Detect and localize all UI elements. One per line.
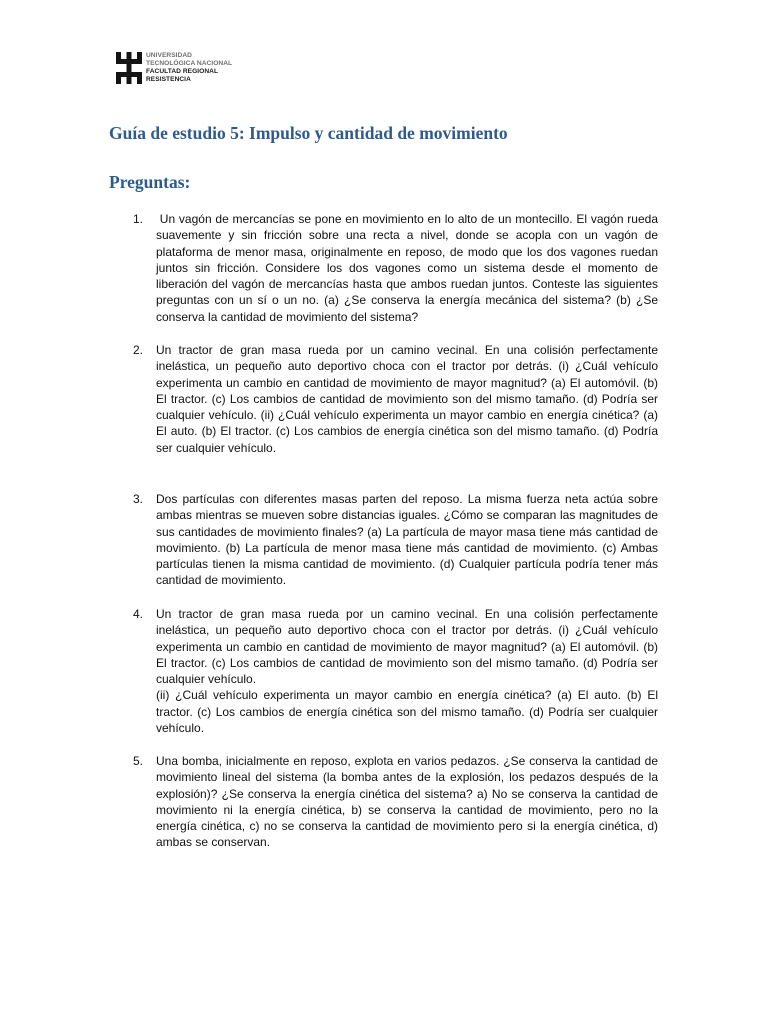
question-paragraph: Dos partículas con diferentes masas parten del reposo. La misma fuerza neta actúa sobre ambas mientras se mueven sobre distancias iguales. ¿Cómo se comparan las magnitudes de sus cantidades de movimiento finales? (a) La partícula de mayor masa tiene más cantidad de movimiento. (b) La partícula de menor masa tiene más cantidad de movimiento. (c) Ambas partículas tienen la misma cantidad de movimiento. (d) Cualquier partícula podría tener más cantidad de movimiento. — [156, 492, 658, 588]
question-paragraph: (ii) ¿Cuál vehículo experimenta un mayor cambio en energía cinética? (a) El auto. (b) El tractor. (c) Los cambios de energía cinética son del mismo tamaño. (d) Podría ser cualquier vehículo. — [156, 688, 658, 736]
utn-logo-icon — [116, 52, 142, 84]
question-text — [156, 342, 658, 456]
question-number: 3. — [133, 492, 144, 506]
section-heading: Preguntas: — [109, 172, 191, 192]
question-paragraph: Un tractor de gran masa rueda por un camino vecinal. En una colisión perfectamente inelástica, un pequeño auto deportivo choca con el tractor por detrás. (i) ¿Cuál vehículo experimenta un cambio en cantidad de movimiento de mayor magnitud? (a) El automóvil. (b) El tractor. (c) Los cambios de cantidad de movimiento son del mismo tamaño. (d) Podría ser cualquier vehículo. — [156, 607, 658, 687]
question-paragraph: Un tractor de gran masa rueda por un camino vecinal. En una colisión perfectamente inelástica, un pequeño auto deportivo choca con el tractor por detrás. (i) ¿Cuál vehículo experimenta un cambio en cantidad de movimiento de mayor magnitud? (a) El automóvil. (b) El tractor. (c) Los cambios de cantidad de movimiento son del mismo tamaño. (d) Podría ser cualquier vehículo. (ii) ¿Cuál vehículo experimenta un mayor cambio en energía cinética? (a) El auto. (b) El tractor. (c) Los cambios de energía cinética son del mismo tamaño. (d) Podría ser cualquier vehículo. — [156, 343, 658, 455]
question-paragraph: Un vagón de mercancías se pone en movimiento en lo alto de un montecillo. El vagón rueda suavemente y sin fricción sobre una recta a nivel, donde se acopla con un vagón de plataforma de menor masa, originalmente en reposo, de modo que los dos vagones ruedan juntos sin fricción. Considere los dos vagones como un sistema desde el momento de liberación del vagón de mercancías hasta que ambos ruedan juntos. Conteste las siguientes preguntas con un sí o un no. (a) ¿Se conserva la energía mecánica del sistema? (b) ¿Se conserva la cantidad de movimiento del sistema? — [156, 212, 662, 324]
university-logo — [116, 52, 232, 84]
logo-line-faculty: FACULTAD REGIONAL — [146, 68, 219, 75]
question-paragraph: Una bomba, inicialmente en reposo, explota en varios pedazos. ¿Se conserva la cantidad de movimiento lineal del sistema (la bomba antes de la explosión, los pedazos después de la explosión)? ¿Se conserva la energía cinética del sistema? a) No se conserva la cantidad de movimiento ni la energía cinética, b) se conserva la cantidad de movimiento, pero no la energía cinética, c) no se conserva la cantidad de movimiento pero si la energía cinética, d) ambas se conservan. — [156, 754, 658, 850]
question-number: 2. — [133, 343, 144, 357]
question-number: 1. — [133, 212, 144, 226]
question-text — [156, 606, 658, 736]
question-number: 4. — [133, 607, 144, 621]
question-text — [156, 753, 658, 851]
logo-line-city: RESISTENCIA — [146, 76, 191, 83]
logo-line-national: TECNOLÓGICA NACIONAL — [146, 60, 233, 67]
question-number: 5. — [133, 754, 144, 768]
question-text — [156, 211, 662, 325]
document-title: Guía de estudio 5: Impulso y cantidad de movimiento — [109, 123, 508, 143]
logo-text — [146, 52, 232, 84]
logo-line-university: UNIVERSIDAD — [146, 52, 192, 59]
question-text — [156, 491, 658, 589]
